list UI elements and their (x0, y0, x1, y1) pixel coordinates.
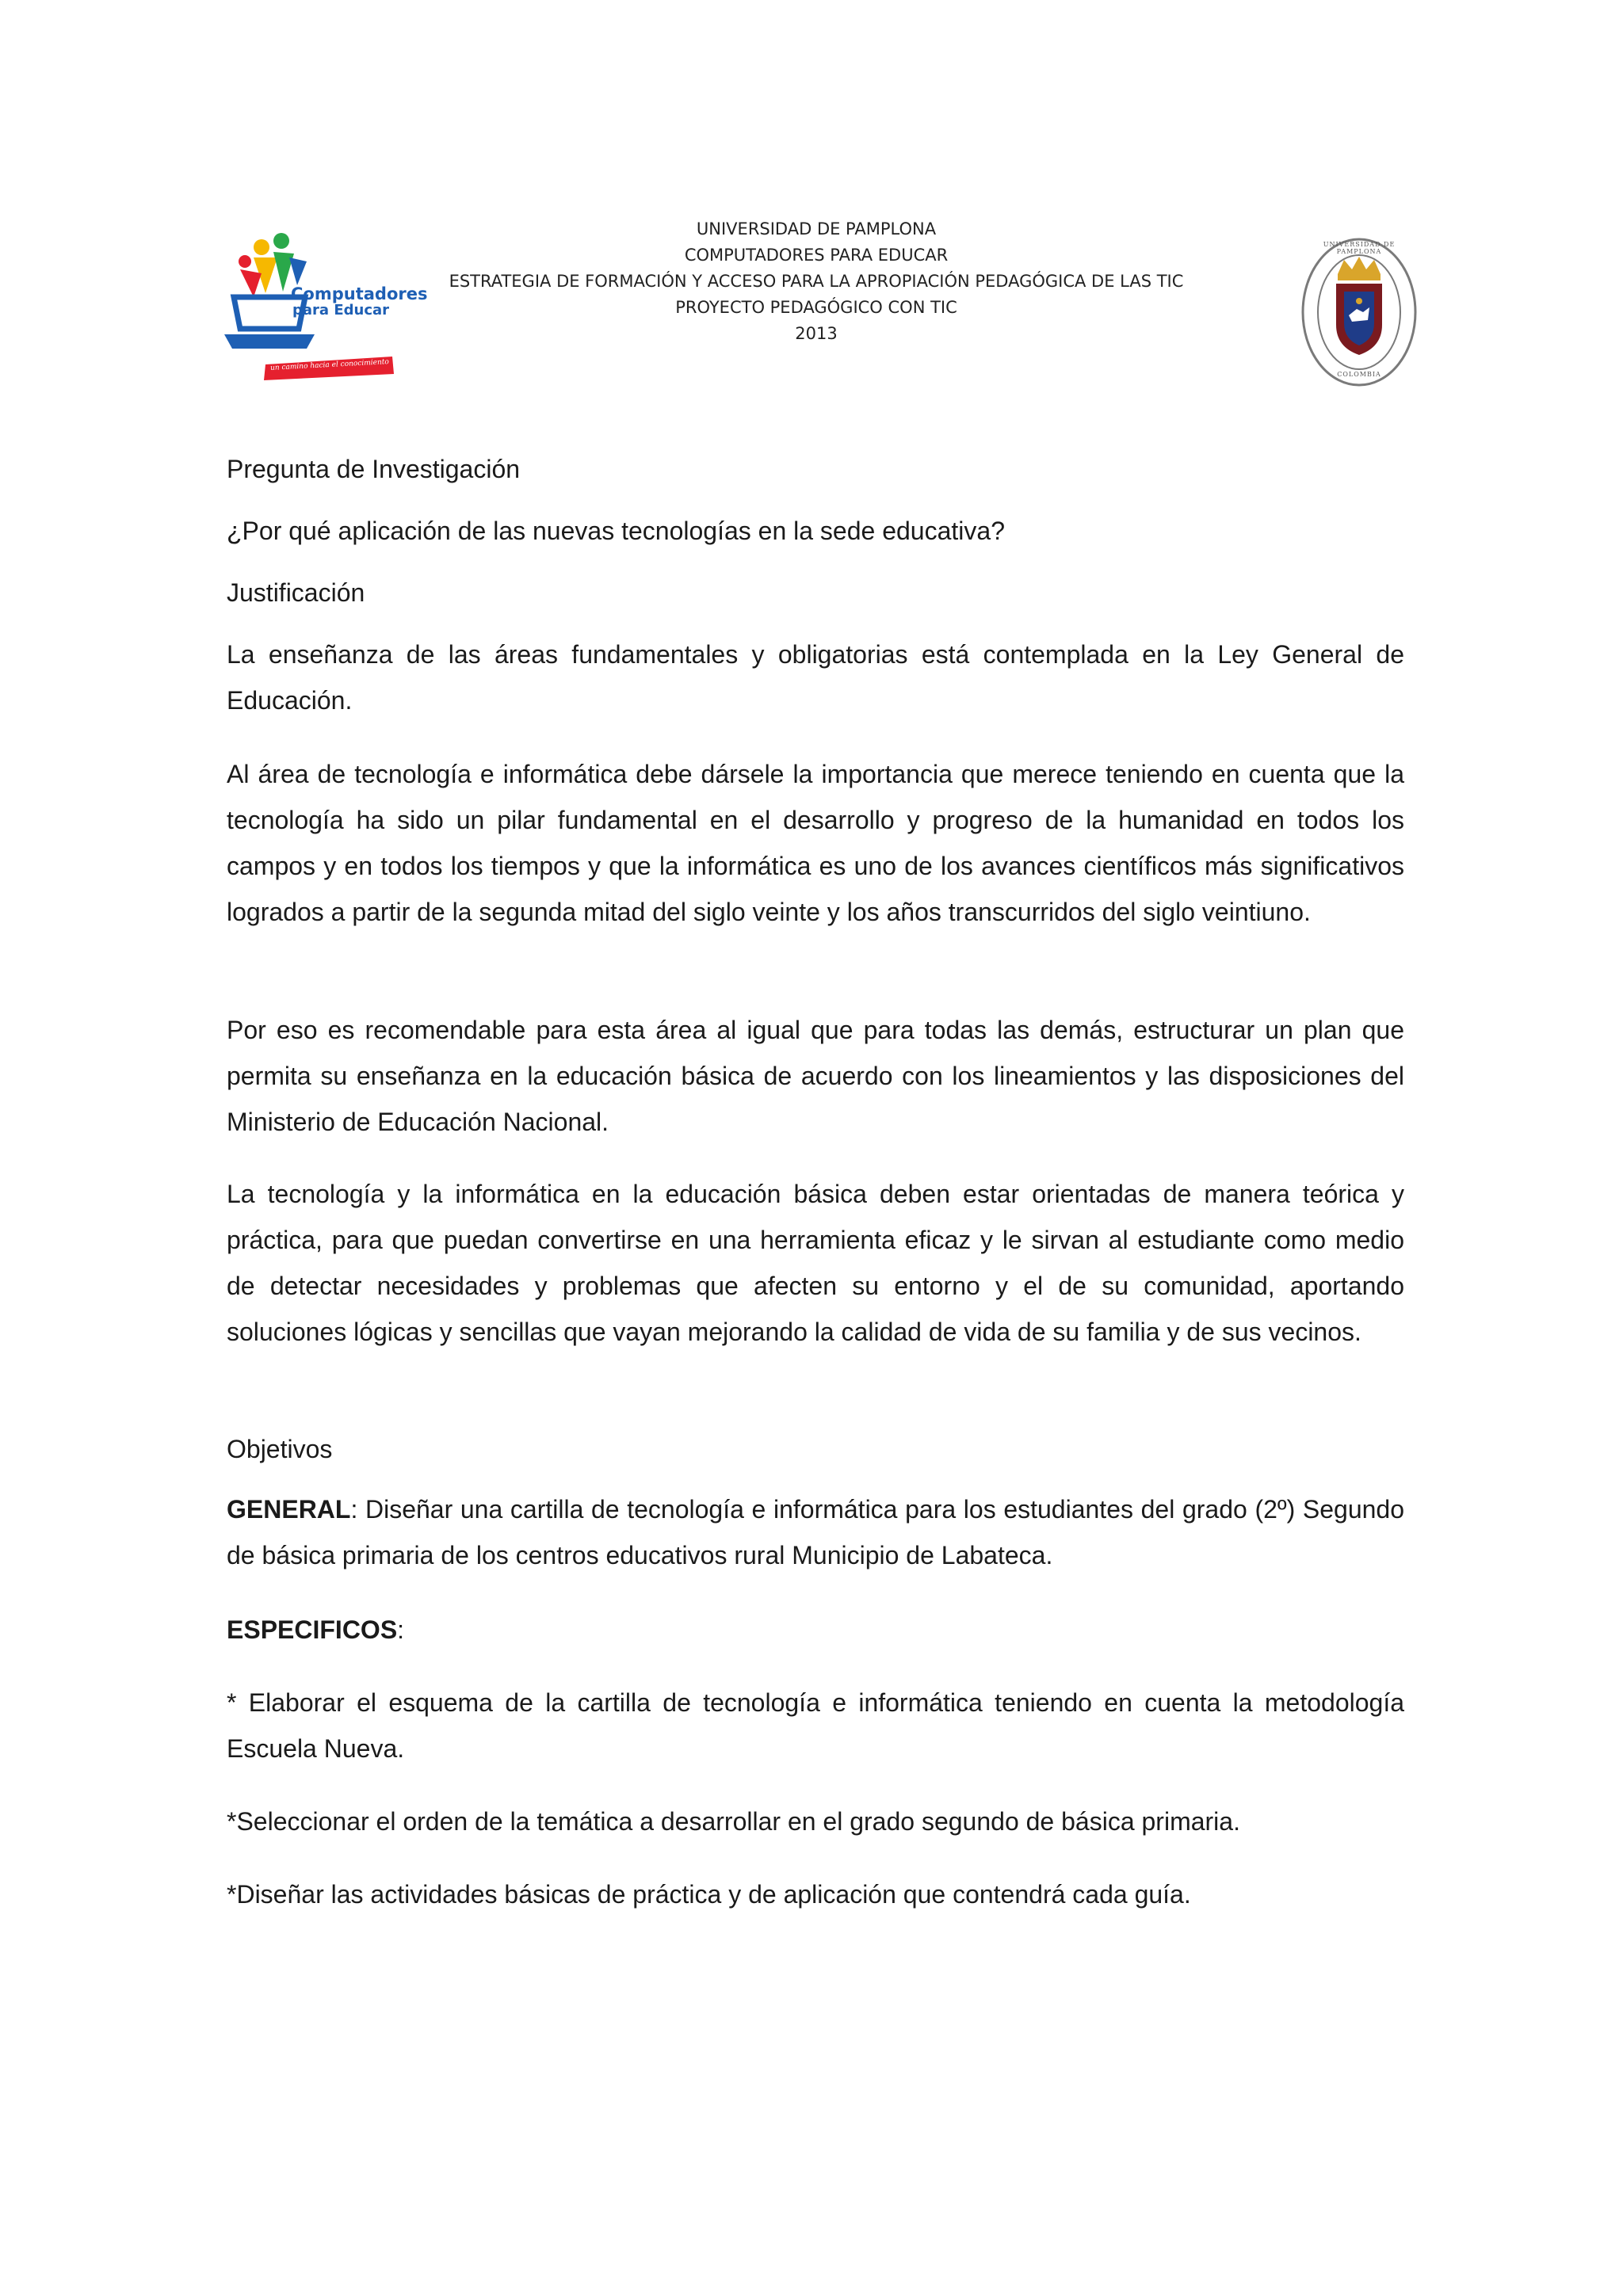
university-seal (1300, 236, 1419, 388)
pregunta-text: ¿Por qué aplicación de las nuevas tecnologías en la sede educativa? (227, 517, 1005, 545)
heading-objetivos: Objetivos (227, 1435, 333, 1463)
heading-justificacion: Justificación (227, 578, 365, 607)
justificacion-paragraph-3: Por eso es recomendable para esta área al igual que para todas las demás, estructurar un plan que permita su enseñanza en la educación básica de acuerdo con los lineamientos y las disposiciones del Ministerio de Educación Nacional. (227, 1016, 1404, 1136)
justificacion-paragraph-2: Al área de tecnología e informática debe dársele la importancia que merece teniendo en cuenta que la tecnología ha sido un pilar fundamental en el desarrollo y progreso de la humanidad en todos los campos y en todos los tiempos y que la informática es uno de los avances científicos más significativos logrados a partir de la segunda mitad del siglo veinte y los años transcurridos del siglo veintiuno. (227, 760, 1404, 926)
especifico-item-3: *Diseñar las actividades básicas de práctica y de aplicación que contendrá cada guía. (227, 1880, 1191, 1909)
justificacion-paragraph-4: La tecnología y la informática en la educación básica deben estar orientadas de manera teórica y práctica, para que puedan convertirse en una herramienta eficaz y le sirvan al estudiante como medio de detectar necesidades y problemas que afecten su entorno y el de su comunidad, aportando soluciones lógicas y sencillas que vayan mejorando la calidad de vida de su familia y de sus vecinos. (227, 1180, 1404, 1346)
seal-ring-bottom: COLOMBIA (1337, 371, 1381, 378)
general-text: : Diseñar una cartilla de tecnología e informática para los estudiantes del grado (2º) Segundo de básica primaria de los centros educativos rural Municipio de Labateca. (227, 1495, 1404, 1569)
header-line-program: COMPUTADORES PARA EDUCAR (684, 246, 949, 265)
especificos-heading (227, 1607, 1404, 1653)
especificos-colon: : (397, 1615, 405, 1644)
especifico-item-1: * Elaborar el esquema de la cartilla de tecnología e informática teniendo en cuenta la metodología Escuela Nueva. (227, 1688, 1404, 1763)
general-label: GENERAL (227, 1495, 351, 1524)
document-header (412, 216, 1220, 347)
especifico-item-2: *Seleccionar el orden de la temática a desarrollar en el grado segundo de básica primaria. (227, 1807, 1240, 1836)
logo-wordmark-line2: para Educar (292, 302, 390, 318)
header-line-year: 2013 (795, 324, 838, 343)
especificos-label: ESPECIFICOS (227, 1615, 398, 1644)
logo-tagline: un camino hacia el conocimiento (269, 358, 390, 372)
header-line-project: PROYECTO PEDAGÓGICO CON TIC (675, 298, 957, 317)
logo-wordmark-line1: Computadores (291, 284, 428, 303)
seal-ring-top: UNIVERSIDAD DE PAMPLONA (1323, 241, 1396, 255)
justificacion-paragraph-1: La enseñanza de las áreas fundamentales y obligatorias está contemplada en la Ley General de Educación. (227, 640, 1404, 715)
university-seal-icon (1300, 236, 1419, 388)
header-line-strategy: ESTRATEGIA DE FORMACIÓN Y ACCESO PARA LA APROPIACIÓN PEDAGÓGICA DE LAS TIC (449, 272, 1184, 291)
computadores-para-educar-logo (218, 230, 428, 384)
header-line-university: UNIVERSIDAD DE PAMPLONA (696, 219, 937, 238)
objetivo-general (227, 1486, 1404, 1578)
heading-pregunta: Pregunta de Investigación (227, 455, 521, 483)
logo-wordmark (291, 284, 428, 318)
